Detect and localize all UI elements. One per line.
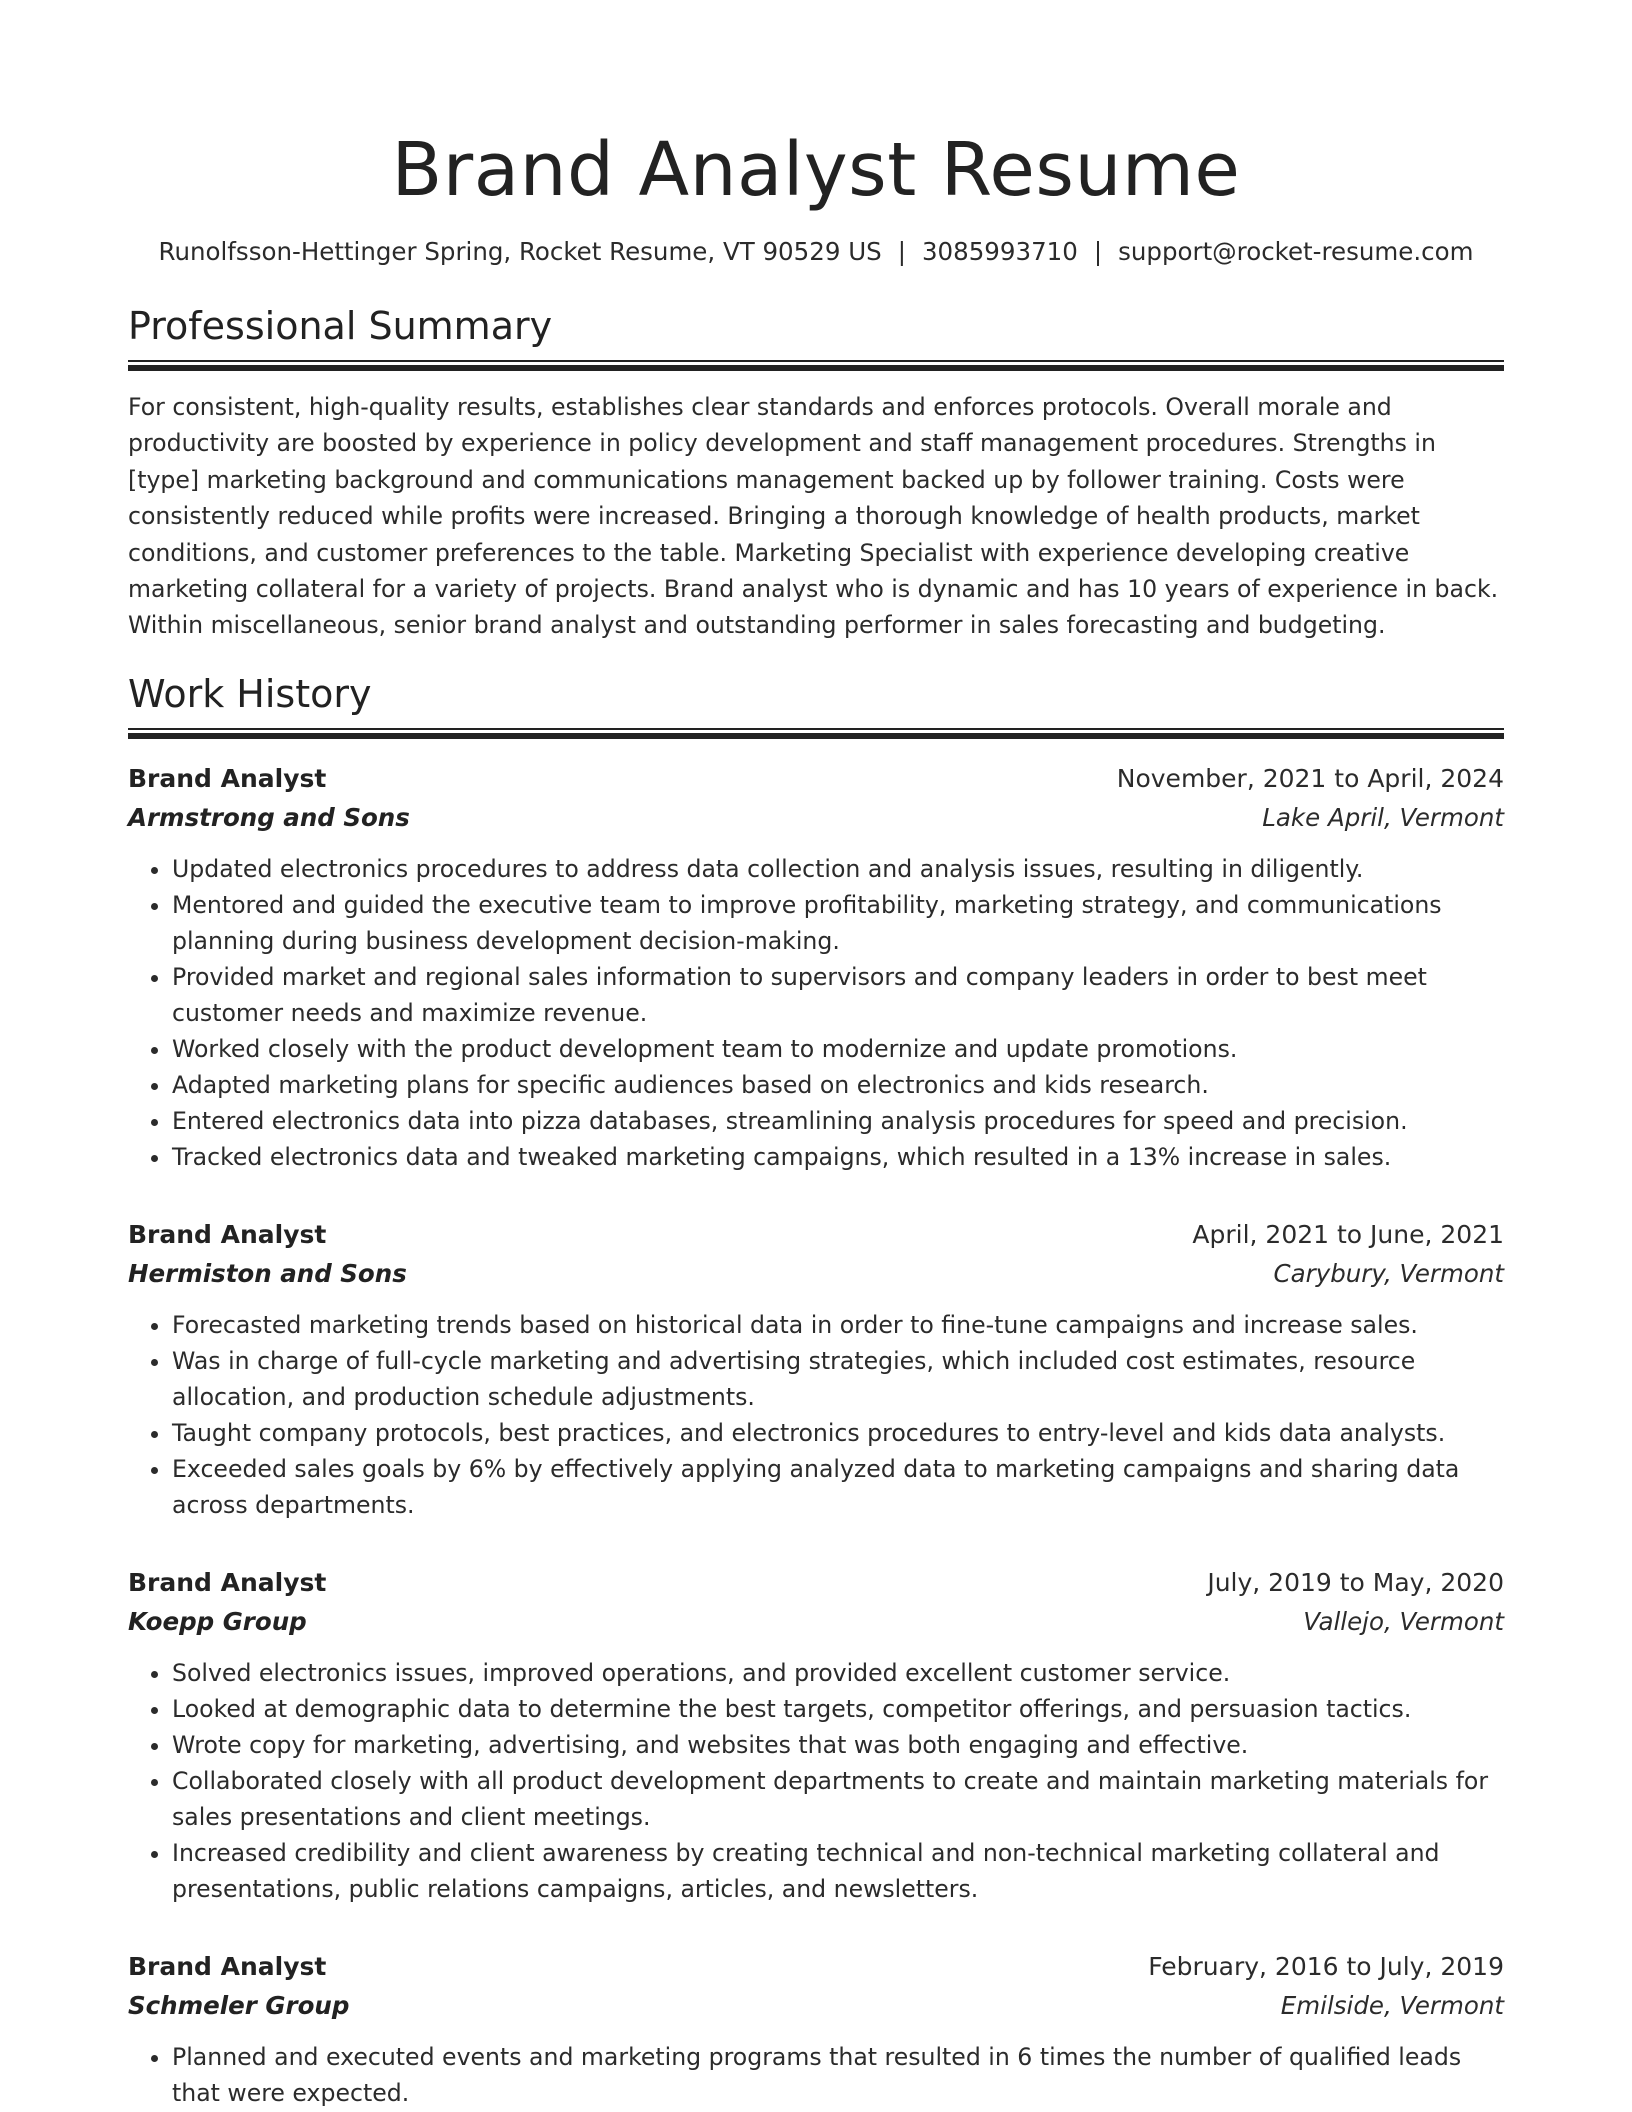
contact-line (128, 236, 1504, 268)
job-bullet: • Worked closely with the product development team to modernize and update promotions. (172, 1031, 1504, 1067)
job-bullets (128, 2039, 1504, 2111)
job-company: Schmeler Group (128, 1990, 350, 2020)
job-bullet: • Solved electronics issues, improved operations, and provided excellent customer service. (172, 1655, 1504, 1691)
section-divider-thick (128, 733, 1504, 739)
job-bullet: • Mentored and guided the executive team to improve profitability, marketing strategy, and communications planning during business development decision-making. (172, 887, 1504, 959)
job-dates: April, 2021 to June, 2021 (1192, 1219, 1504, 1249)
job-entry (128, 1947, 1504, 2111)
job-location: Carybury, Vermont (1273, 1258, 1504, 1288)
job-company: Armstrong and Sons (128, 802, 410, 832)
job-title: Brand Analyst (128, 1219, 327, 1249)
job-bullet: • Taught company protocols, best practices, and electronics procedures to entry-level and kids data analysts. (172, 1415, 1504, 1451)
job-bullets (128, 851, 1504, 1175)
job-bullets (128, 1307, 1504, 1523)
job-entry (128, 1215, 1504, 1523)
job-bullet: • Provided market and regional sales information to supervisors and company leaders in order to best meet customer needs and maximize revenue. (172, 959, 1504, 1031)
job-dates: July, 2019 to May, 2020 (1207, 1567, 1504, 1597)
resume-page (128, 0, 1504, 2111)
job-bullets (128, 1655, 1504, 1907)
job-bullet: • Forecasted marketing trends based on historical data in order to fine-tune campaigns and increase sales. (172, 1307, 1504, 1343)
job-bullet: • Entered electronics data into pizza databases, streamlining analysis procedures for speed and precision. (172, 1103, 1504, 1139)
job-dates: November, 2021 to April, 2024 (1116, 763, 1504, 793)
job-bullet: • Adapted marketing plans for specific audiences based on electronics and kids research. (172, 1067, 1504, 1103)
job-title: Brand Analyst (128, 763, 327, 793)
job-bullet: • Planned and executed events and marketing programs that resulted in 6 times the number of qualified leads that were expected. (172, 2039, 1504, 2111)
job-dates: February, 2016 to July, 2019 (1148, 1951, 1504, 1981)
work-history-heading: Work History (128, 671, 372, 716)
summary-heading: Professional Summary (128, 304, 553, 348)
job-location: Emilside, Vermont (1280, 1990, 1504, 2020)
job-bullet: • Collaborated closely with all product development departments to create and maintain marketing materials for sales presentations and client meetings. (172, 1763, 1504, 1835)
job-company: Koepp Group (128, 1606, 307, 1636)
job-bullet: • Exceeded sales goals by 6% by effectively applying analyzed data to marketing campaigns and sharing data across departments. (172, 1451, 1504, 1523)
job-bullet: • Looked at demographic data to determine the best targets, competitor offerings, and persuasion tactics. (172, 1691, 1504, 1727)
job-bullet: • Updated electronics procedures to address data collection and analysis issues, resulting in diligently. (172, 851, 1504, 887)
contact-phone: 3085993710 (921, 237, 1078, 266)
job-bullet: • Tracked electronics data and tweaked marketing campaigns, which resulted in a 13% increase in sales. (172, 1139, 1504, 1175)
job-bullet: • Wrote copy for marketing, advertising, and websites that was both engaging and effective. (172, 1727, 1504, 1763)
contact-address: Runolfsson-Hettinger Spring, Rocket Resume, VT 90529 US (158, 237, 882, 266)
page-title: Brand Analyst Resume (391, 127, 1241, 213)
job-bullet: • Was in charge of full-cycle marketing and advertising strategies, which included cost estimates, resource allocation, and production schedule adjustments. (172, 1343, 1504, 1415)
job-company: Hermiston and Sons (128, 1258, 407, 1288)
job-title: Brand Analyst (128, 1567, 327, 1597)
work-history-section (128, 670, 1504, 2111)
contact-email: support@rocket-resume.com (1118, 237, 1474, 266)
job-entry (128, 759, 1504, 1175)
job-bullet: • Increased credibility and client awareness by creating technical and non-technical marketing collateral and presentations, public relations campaigns, articles, and newsletters. (172, 1835, 1504, 1907)
summary-section (128, 302, 1504, 644)
contact-separator: | (897, 237, 906, 266)
summary-text: For consistent, high-quality results, establishes clear standards and enforces protocols. Overall morale and productivity are boosted by experience in policy development and staff management procedures. Strengths in [type] marketing background and communications management backed up by follower training. Costs were consistently reduced while profits were increased. Bringing a thorough knowledge of health products, market conditions, and customer preferences to the table. Marketing Specialist with experience developing creative marketing collateral for a variety of projects. Brand analyst who is dynamic and has 10 years of experience in back. Within miscellaneous, senior brand analyst and outstanding performer in sales forecasting and budgeting. (128, 393, 1499, 640)
contact-separator: | (1093, 237, 1103, 266)
job-location: Lake April, Vermont (1262, 802, 1504, 832)
section-divider-thick (128, 365, 1504, 371)
job-location: Vallejo, Vermont (1303, 1606, 1504, 1636)
job-title: Brand Analyst (128, 1951, 327, 1981)
job-entry (128, 1563, 1504, 1907)
